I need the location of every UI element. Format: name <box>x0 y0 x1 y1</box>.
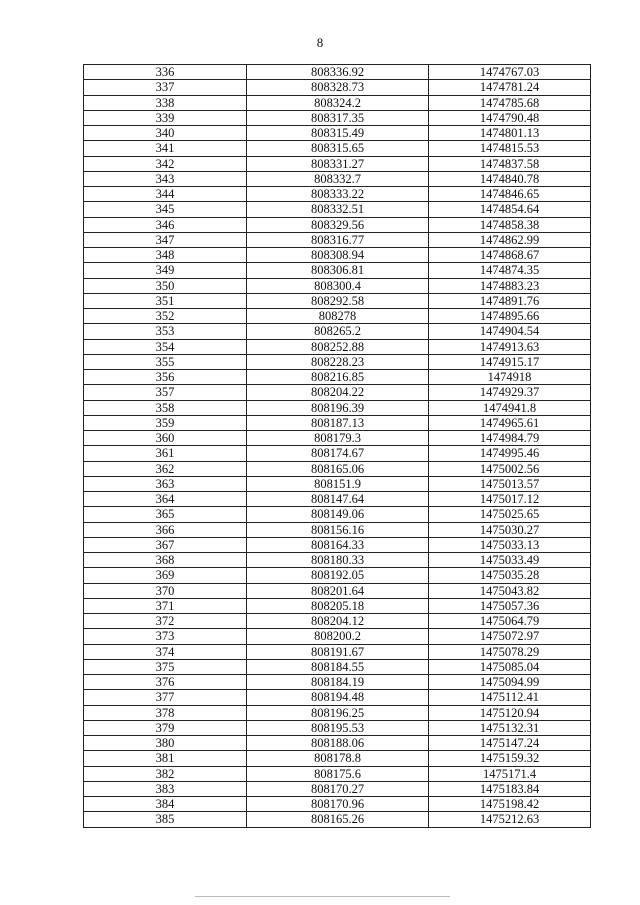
table-row <box>84 751 591 766</box>
x-coordinate-cell: 808178.8 <box>247 751 429 766</box>
table-row <box>84 476 591 491</box>
table-row <box>84 95 591 110</box>
point-number-cell: 364 <box>84 492 247 507</box>
x-coordinate-cell: 808187.13 <box>247 415 429 430</box>
x-coordinate-cell: 808205.18 <box>247 598 429 613</box>
point-number-cell: 336 <box>84 65 247 80</box>
table-row <box>84 797 591 812</box>
x-coordinate-cell: 808332.51 <box>247 202 429 217</box>
table-row <box>84 415 591 430</box>
y-coordinate-cell: 1475171.4 <box>429 766 591 781</box>
table-row <box>84 232 591 247</box>
x-coordinate-cell: 808265.2 <box>247 324 429 339</box>
x-coordinate-cell: 808300.4 <box>247 278 429 293</box>
x-coordinate-cell: 808179.3 <box>247 431 429 446</box>
point-number-cell: 385 <box>84 812 247 827</box>
point-number-cell: 379 <box>84 720 247 735</box>
y-coordinate-cell: 1474874.35 <box>429 263 591 278</box>
table-row <box>84 354 591 369</box>
table-row <box>84 568 591 583</box>
point-number-cell: 377 <box>84 690 247 705</box>
table-row <box>84 659 591 674</box>
point-number-cell: 349 <box>84 263 247 278</box>
table-row <box>84 766 591 781</box>
table-row <box>84 598 591 613</box>
table-row <box>84 309 591 324</box>
table-row <box>84 370 591 385</box>
point-number-cell: 371 <box>84 598 247 613</box>
y-coordinate-cell: 1474858.38 <box>429 217 591 232</box>
point-number-cell: 342 <box>84 156 247 171</box>
point-number-cell: 347 <box>84 232 247 247</box>
point-number-cell: 382 <box>84 766 247 781</box>
x-coordinate-cell: 808315.65 <box>247 141 429 156</box>
y-coordinate-cell: 1475043.82 <box>429 583 591 598</box>
point-number-cell: 380 <box>84 736 247 751</box>
table-row <box>84 126 591 141</box>
x-coordinate-cell: 808149.06 <box>247 507 429 522</box>
x-coordinate-cell: 808336.92 <box>247 65 429 80</box>
point-number-cell: 384 <box>84 797 247 812</box>
x-coordinate-cell: 808191.67 <box>247 644 429 659</box>
table-row <box>84 141 591 156</box>
point-number-cell: 369 <box>84 568 247 583</box>
table-row <box>84 736 591 751</box>
point-number-cell: 373 <box>84 629 247 644</box>
x-coordinate-cell: 808329.56 <box>247 217 429 232</box>
table-row <box>84 720 591 735</box>
x-coordinate-cell: 808333.22 <box>247 187 429 202</box>
y-coordinate-cell: 1475017.12 <box>429 492 591 507</box>
x-coordinate-cell: 808328.73 <box>247 80 429 95</box>
x-coordinate-cell: 808174.67 <box>247 446 429 461</box>
x-coordinate-cell: 808151.9 <box>247 476 429 491</box>
point-number-cell: 338 <box>84 95 247 110</box>
y-coordinate-cell: 1475183.84 <box>429 781 591 796</box>
y-coordinate-cell: 1475212.63 <box>429 812 591 827</box>
point-number-cell: 375 <box>84 659 247 674</box>
x-coordinate-cell: 808278 <box>247 309 429 324</box>
x-coordinate-cell: 808192.05 <box>247 568 429 583</box>
y-coordinate-cell: 1474941.8 <box>429 400 591 415</box>
point-number-cell: 351 <box>84 293 247 308</box>
table-row <box>84 293 591 308</box>
table-row <box>84 156 591 171</box>
point-number-cell: 354 <box>84 339 247 354</box>
point-number-cell: 357 <box>84 385 247 400</box>
table-row <box>84 278 591 293</box>
y-coordinate-cell: 1474854.64 <box>429 202 591 217</box>
y-coordinate-cell: 1475094.99 <box>429 675 591 690</box>
table-row <box>84 339 591 354</box>
x-coordinate-cell: 808317.35 <box>247 110 429 125</box>
point-number-cell: 340 <box>84 126 247 141</box>
x-coordinate-cell: 808315.49 <box>247 126 429 141</box>
x-coordinate-cell: 808316.77 <box>247 232 429 247</box>
table-row <box>84 461 591 476</box>
point-number-cell: 360 <box>84 431 247 446</box>
point-number-cell: 365 <box>84 507 247 522</box>
point-number-cell: 362 <box>84 461 247 476</box>
x-coordinate-cell: 808324.2 <box>247 95 429 110</box>
y-coordinate-cell: 1474801.13 <box>429 126 591 141</box>
y-coordinate-cell: 1474837.58 <box>429 156 591 171</box>
table-row <box>84 553 591 568</box>
point-number-cell: 355 <box>84 354 247 369</box>
coordinates-table <box>83 64 591 828</box>
point-number-cell: 366 <box>84 522 247 537</box>
point-number-cell: 356 <box>84 370 247 385</box>
x-coordinate-cell: 808216.85 <box>247 370 429 385</box>
point-number-cell: 341 <box>84 141 247 156</box>
table-row <box>84 324 591 339</box>
x-coordinate-cell: 808196.39 <box>247 400 429 415</box>
y-coordinate-cell: 1474840.78 <box>429 171 591 186</box>
point-number-cell: 346 <box>84 217 247 232</box>
x-coordinate-cell: 808228.23 <box>247 354 429 369</box>
y-coordinate-cell: 1474862.99 <box>429 232 591 247</box>
x-coordinate-cell: 808194.48 <box>247 690 429 705</box>
table-row <box>84 629 591 644</box>
x-coordinate-cell: 808252.88 <box>247 339 429 354</box>
table-row <box>84 80 591 95</box>
y-coordinate-cell: 1475078.29 <box>429 644 591 659</box>
point-number-cell: 350 <box>84 278 247 293</box>
y-coordinate-cell: 1475013.57 <box>429 476 591 491</box>
y-coordinate-cell: 1475064.79 <box>429 614 591 629</box>
y-coordinate-cell: 1474995.46 <box>429 446 591 461</box>
x-coordinate-cell: 808184.55 <box>247 659 429 674</box>
y-coordinate-cell: 1475085.04 <box>429 659 591 674</box>
y-coordinate-cell: 1475057.36 <box>429 598 591 613</box>
bottom-rule <box>195 896 450 897</box>
point-number-cell: 358 <box>84 400 247 415</box>
y-coordinate-cell: 1475147.24 <box>429 736 591 751</box>
y-coordinate-cell: 1474913.63 <box>429 339 591 354</box>
y-coordinate-cell: 1475132.31 <box>429 720 591 735</box>
point-number-cell: 368 <box>84 553 247 568</box>
table-row <box>84 446 591 461</box>
y-coordinate-cell: 1474984.79 <box>429 431 591 446</box>
y-coordinate-cell: 1475120.94 <box>429 705 591 720</box>
y-coordinate-cell: 1474868.67 <box>429 248 591 263</box>
x-coordinate-cell: 808180.33 <box>247 553 429 568</box>
x-coordinate-cell: 808292.58 <box>247 293 429 308</box>
table-row <box>84 492 591 507</box>
y-coordinate-cell: 1475035.28 <box>429 568 591 583</box>
x-coordinate-cell: 808195.53 <box>247 720 429 735</box>
x-coordinate-cell: 808184.19 <box>247 675 429 690</box>
table-row <box>84 187 591 202</box>
point-number-cell: 361 <box>84 446 247 461</box>
y-coordinate-cell: 1474891.76 <box>429 293 591 308</box>
table-row <box>84 614 591 629</box>
coordinates-table-body <box>84 65 591 828</box>
point-number-cell: 345 <box>84 202 247 217</box>
y-coordinate-cell: 1474895.66 <box>429 309 591 324</box>
y-coordinate-cell: 1475002.56 <box>429 461 591 476</box>
point-number-cell: 359 <box>84 415 247 430</box>
y-coordinate-cell: 1474785.68 <box>429 95 591 110</box>
y-coordinate-cell: 1475033.13 <box>429 537 591 552</box>
y-coordinate-cell: 1474965.61 <box>429 415 591 430</box>
x-coordinate-cell: 808204.22 <box>247 385 429 400</box>
y-coordinate-cell: 1474781.24 <box>429 80 591 95</box>
point-number-cell: 372 <box>84 614 247 629</box>
table-row <box>84 65 591 80</box>
x-coordinate-cell: 808175.6 <box>247 766 429 781</box>
table-row <box>84 110 591 125</box>
y-coordinate-cell: 1474846.65 <box>429 187 591 202</box>
y-coordinate-cell: 1474883.23 <box>429 278 591 293</box>
table-row <box>84 263 591 278</box>
table-row <box>84 217 591 232</box>
x-coordinate-cell: 808331.27 <box>247 156 429 171</box>
point-number-cell: 343 <box>84 171 247 186</box>
point-number-cell: 363 <box>84 476 247 491</box>
table-row <box>84 781 591 796</box>
x-coordinate-cell: 808165.26 <box>247 812 429 827</box>
point-number-cell: 370 <box>84 583 247 598</box>
table-row <box>84 644 591 659</box>
y-coordinate-cell: 1474929.37 <box>429 385 591 400</box>
point-number-cell: 353 <box>84 324 247 339</box>
x-coordinate-cell: 808188.06 <box>247 736 429 751</box>
point-number-cell: 339 <box>84 110 247 125</box>
y-coordinate-cell: 1474918 <box>429 370 591 385</box>
y-coordinate-cell: 1475072.97 <box>429 629 591 644</box>
table-row <box>84 171 591 186</box>
table-row <box>84 690 591 705</box>
x-coordinate-cell: 808200.2 <box>247 629 429 644</box>
y-coordinate-cell: 1475198.42 <box>429 797 591 812</box>
table-row <box>84 248 591 263</box>
table-row <box>84 537 591 552</box>
page-number: 8 <box>316 35 324 50</box>
point-number-cell: 367 <box>84 537 247 552</box>
point-number-cell: 383 <box>84 781 247 796</box>
point-number-cell: 337 <box>84 80 247 95</box>
table-row <box>84 385 591 400</box>
y-coordinate-cell: 1475159.32 <box>429 751 591 766</box>
table-row <box>84 812 591 827</box>
table-row <box>84 583 591 598</box>
point-number-cell: 352 <box>84 309 247 324</box>
y-coordinate-cell: 1475033.49 <box>429 553 591 568</box>
table-row <box>84 507 591 522</box>
point-number-cell: 344 <box>84 187 247 202</box>
table-row <box>84 522 591 537</box>
x-coordinate-cell: 808306.81 <box>247 263 429 278</box>
point-number-cell: 348 <box>84 248 247 263</box>
x-coordinate-cell: 808196.25 <box>247 705 429 720</box>
y-coordinate-cell: 1475030.27 <box>429 522 591 537</box>
y-coordinate-cell: 1474767.03 <box>429 65 591 80</box>
table-row <box>84 400 591 415</box>
point-number-cell: 376 <box>84 675 247 690</box>
x-coordinate-cell: 808156.16 <box>247 522 429 537</box>
x-coordinate-cell: 808308.94 <box>247 248 429 263</box>
x-coordinate-cell: 808165.06 <box>247 461 429 476</box>
point-number-cell: 374 <box>84 644 247 659</box>
x-coordinate-cell: 808164.33 <box>247 537 429 552</box>
y-coordinate-cell: 1475112.41 <box>429 690 591 705</box>
table-row <box>84 705 591 720</box>
x-coordinate-cell: 808204.12 <box>247 614 429 629</box>
y-coordinate-cell: 1474815.53 <box>429 141 591 156</box>
y-coordinate-cell: 1475025.65 <box>429 507 591 522</box>
table-row <box>84 675 591 690</box>
x-coordinate-cell: 808332.7 <box>247 171 429 186</box>
y-coordinate-cell: 1474904.54 <box>429 324 591 339</box>
point-number-cell: 378 <box>84 705 247 720</box>
table-row <box>84 202 591 217</box>
x-coordinate-cell: 808201.64 <box>247 583 429 598</box>
y-coordinate-cell: 1474915.17 <box>429 354 591 369</box>
point-number-cell: 381 <box>84 751 247 766</box>
x-coordinate-cell: 808170.27 <box>247 781 429 796</box>
x-coordinate-cell: 808147.64 <box>247 492 429 507</box>
x-coordinate-cell: 808170.96 <box>247 797 429 812</box>
y-coordinate-cell: 1474790.48 <box>429 110 591 125</box>
table-row <box>84 431 591 446</box>
